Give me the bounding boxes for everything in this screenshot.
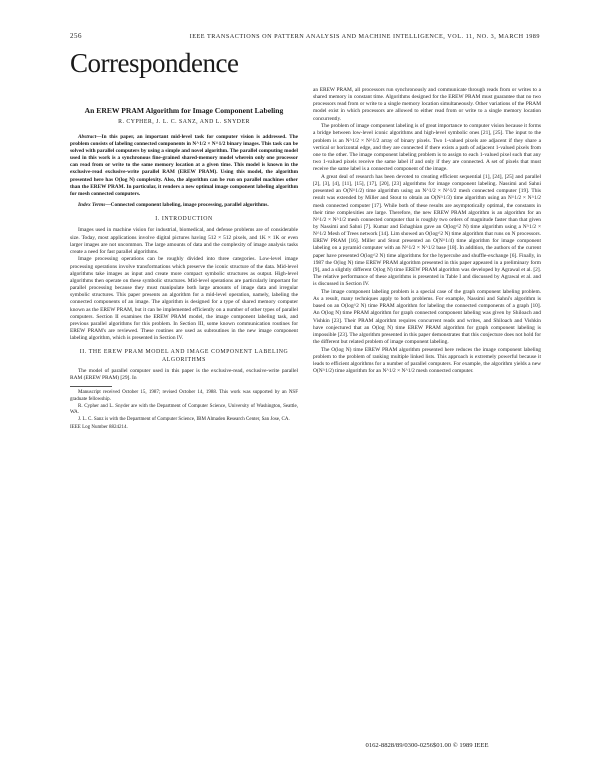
- author-list: R. CYPHER, J. L. C. SANZ, AND L. SNYDER: [118, 118, 250, 125]
- index-terms-text: Connected component labeling, image processing, parallel algorithms.: [110, 202, 269, 209]
- paragraph: The model of parallel computer used in this paper is the exclusive-read, exclusive-write parallel RAM (EREW PRAM) [29]. In: [70, 367, 298, 381]
- page-number: 256: [70, 32, 82, 40]
- paragraph: A great deal of research has been devoted to creating efficient sequential [1], [24], [25] and parallel [2], [3], [4], [11], [15], [17], [20], [23] algorithms for image component labeling. Nassimi and Sahni presented an O(N^1/2) time algorithm using an N^1/2 × N^1/2 mesh connected computer [19]. This result was extended by Miller and Stout to obtain an O(N^1/3) time algorithm using an N^1/2 × N^1/2 mesh connected computer [17]. While both of these results are asymptotically optimal, the constants in their time complexities are large. Therefore, the new EREW PRAM algorithm is an algorithm for an N^1/2 × N^1/2 mesh connected computer that is roughly two orders of magnitude faster than that given by Nassimi and Sahni [7]. Kumar and Eshaghian gave an O(log^2 N) time algorithm using a N^1/2 × N^1/2 Mesh of Trees network [14]. Lim showed an O(log^2 N) time algorithm that runs on N processors. EREW PRAM [16]. Miller and Stout presented an O(N^1/4) time algorithm for image component labeling on a pyramid computer with an N^1/2 × N^1/2 base [18]. In addition, the authors of the current paper have presented O(log^2 N) time algorithms for the hypercube and shuffle-exchange [6]. Finally, in 1987 the O(log N) time EREW PRAM algorithm presented in this paper appeared in a preliminary form [9], and a slightly different O(log N) time EREW PRAM algorithm was developed by Agrawal et al. [2]. The relative performance of these algorithms is presented in Table I and discussed by Agrawal et al. and is discussed in Section IV.: [313, 173, 541, 288]
- paragraph: Images used in machine vision for industrial, biomedical, and defense problems are of considerable size. Today, most applications involve digital pictures having 512 × 512 pixels, and 1K × 1K or even larger images are not uncommon. The large amounts of data and the complexity of image analysis tasks create a need for fast parallel algorithms.: [70, 227, 298, 255]
- paragraph: Image processing operations can be roughly divided into three categories. Low-level image processing operations involve transformations which preserve the iconic structure of the data. Mid-level algorithms take images as input and create more compact symbolic structures as output. High-level algorithms then operate on these symbolic structures. Mid-level operations are particularly important for parallel processing because they must manipulate both large amounts of image data and irregular symbolic structures. This paper presents an algorithm for a mid-level operation, namely, labeling the connected components of an image. The algorithm is designed for a type of shared memory computer known as the EREW PRAM, but it can be implemented efficiently on a number of other types of parallel computers. Section II examines the EREW PRAM model, the image component labeling task, and previous parallel algorithms for this problem. In Section III, some known communication routines for EREW PRAM's are reviewed. These routines are used as subroutines in the new image component labeling algorithm, which is presented in Section IV.: [70, 256, 298, 342]
- abstract: [70, 134, 298, 198]
- paragraph: The problem of image component labeling is of great importance to computer vision because it forms a bridge between low-level iconic algorithms and high-level symbolic ones [21], [25]. The input to the problem is an N^1/2 × N^1/2 array of binary pixels. Two 1-valued pixels are adjacent if they share a vertical or horizontal edge, and they are connected if there exists a path of adjacent 1-valued pixels from one to the other. The image component labeling problem is to assign to each 1-valued pixel such that any two 1-valued pixels receive the same label if and only if they are connected. A set of pixels that must receive the same label is a connected component of the image.: [313, 123, 541, 173]
- abstract-label: Abstract—: [78, 133, 102, 140]
- paragraph: The O(log N) time EREW PRAM algorithm presented here reduces the image component labeling problem to the problem of ranking multiple linked lists. This approach is extremely powerful because it leads to efficient algorithms for a number of parallel computers. For example, the algorithm yields a new O(N^1/2) time algorithm for an N^1/2 × N^1/2 mesh connected computer.: [313, 346, 541, 375]
- paragraph: an EREW PRAM, all processors run synchronously and communicate through reads from or writes to a shared memory in constant time. Algorithms designed for the EREW PRAM must guarantee that no two processors read from or write to a single memory location simultaneously. Other variations of the PRAM model exist in which processors are allowed to either read from or write to a single memory location concurrently.: [313, 87, 541, 122]
- left-column: [70, 106, 298, 432]
- section-heading-model: II. THE EREW PRAM MODEL AND IMAGE COMPONENT LABELING ALGORITHMS: [79, 349, 289, 363]
- journal-title: IEEE TRANSACTIONS ON PATTERN ANALYSIS AND MACHINE INTELLIGENCE, VOL. 11, NO. 3, MARCH 1989: [189, 33, 540, 40]
- section-title: Correspondence: [70, 48, 239, 78]
- abstract-text: In this paper, an important mid-level task for computer vision is addressed. The problem consists of labeling connected components in N^1/2 × N^1/2 binary images. This task can be solved with parallel computers by using a simple and novel algorithm. The parallel computing model used in this work is a synchronous fine-grained shared-memory model wherein only one processor can read from or write to the same memory location at a given time. This model is known in the exclusive-read exclusive-write parallel RAM (EREW PRAM). Using this model, the algorithm presented here has O(log N) complexity. Also, the algorithm can be run on parallel machines other than the EREW PRAM. In particular, it renders a new optimal image component labeling algorithm for mesh connected computers.: [70, 133, 298, 197]
- article-title: An EREW PRAM Algorithm for Image Component Labeling: [84, 106, 284, 115]
- footnote-divider: [70, 386, 112, 387]
- footnote: J. L. C. Sanz is with the Department of Computer Science, IBM Almaden Research Center, San Jose, CA.: [78, 417, 290, 423]
- section-heading-introduction: I. INTRODUCTION: [155, 216, 213, 223]
- footnote: R. Cypher and L. Snyder are with the Department of Computer Science, University of Washington, Seattle, WA.: [70, 403, 298, 416]
- index-terms-label: Index Terms—: [78, 202, 111, 209]
- index-terms: [70, 202, 298, 209]
- footnote: Manuscript received October 15, 1987; revised October 14, 1988. This work was supported by an NSF graduate fellowship.: [70, 390, 298, 402]
- right-column: [313, 87, 541, 376]
- copyright-line: 0162-8828/89/0300-0256$01.00 © 1989 IEEE: [365, 742, 489, 749]
- paragraph: The image component labeling problem is a special case of the graph component labeling problem. As a result, many techniques apply to both problems. For example, Nassimi and Sahni's algorithm is based on an O(log^2 N) time PRAM algorithm for labeling the connected components of a graph [10]. An O(log N) time PRAM algorithm for graph connected component labeling was given by Shiloach and Vishkin [23]. Their PRAM algorithm requires concurrent reads and writes, and Shiloach and Vishkin have conjectured that an O(log N) time EREW PRAM algorithm for graph component labeling is impossible [23]. The algorithm presented in this paper demonstrates that this conjecture does not hold for the different but related problem of image component labeling.: [313, 288, 541, 345]
- footnote: IEEE Log Number 8824214.: [70, 424, 128, 430]
- running-header: [70, 32, 540, 44]
